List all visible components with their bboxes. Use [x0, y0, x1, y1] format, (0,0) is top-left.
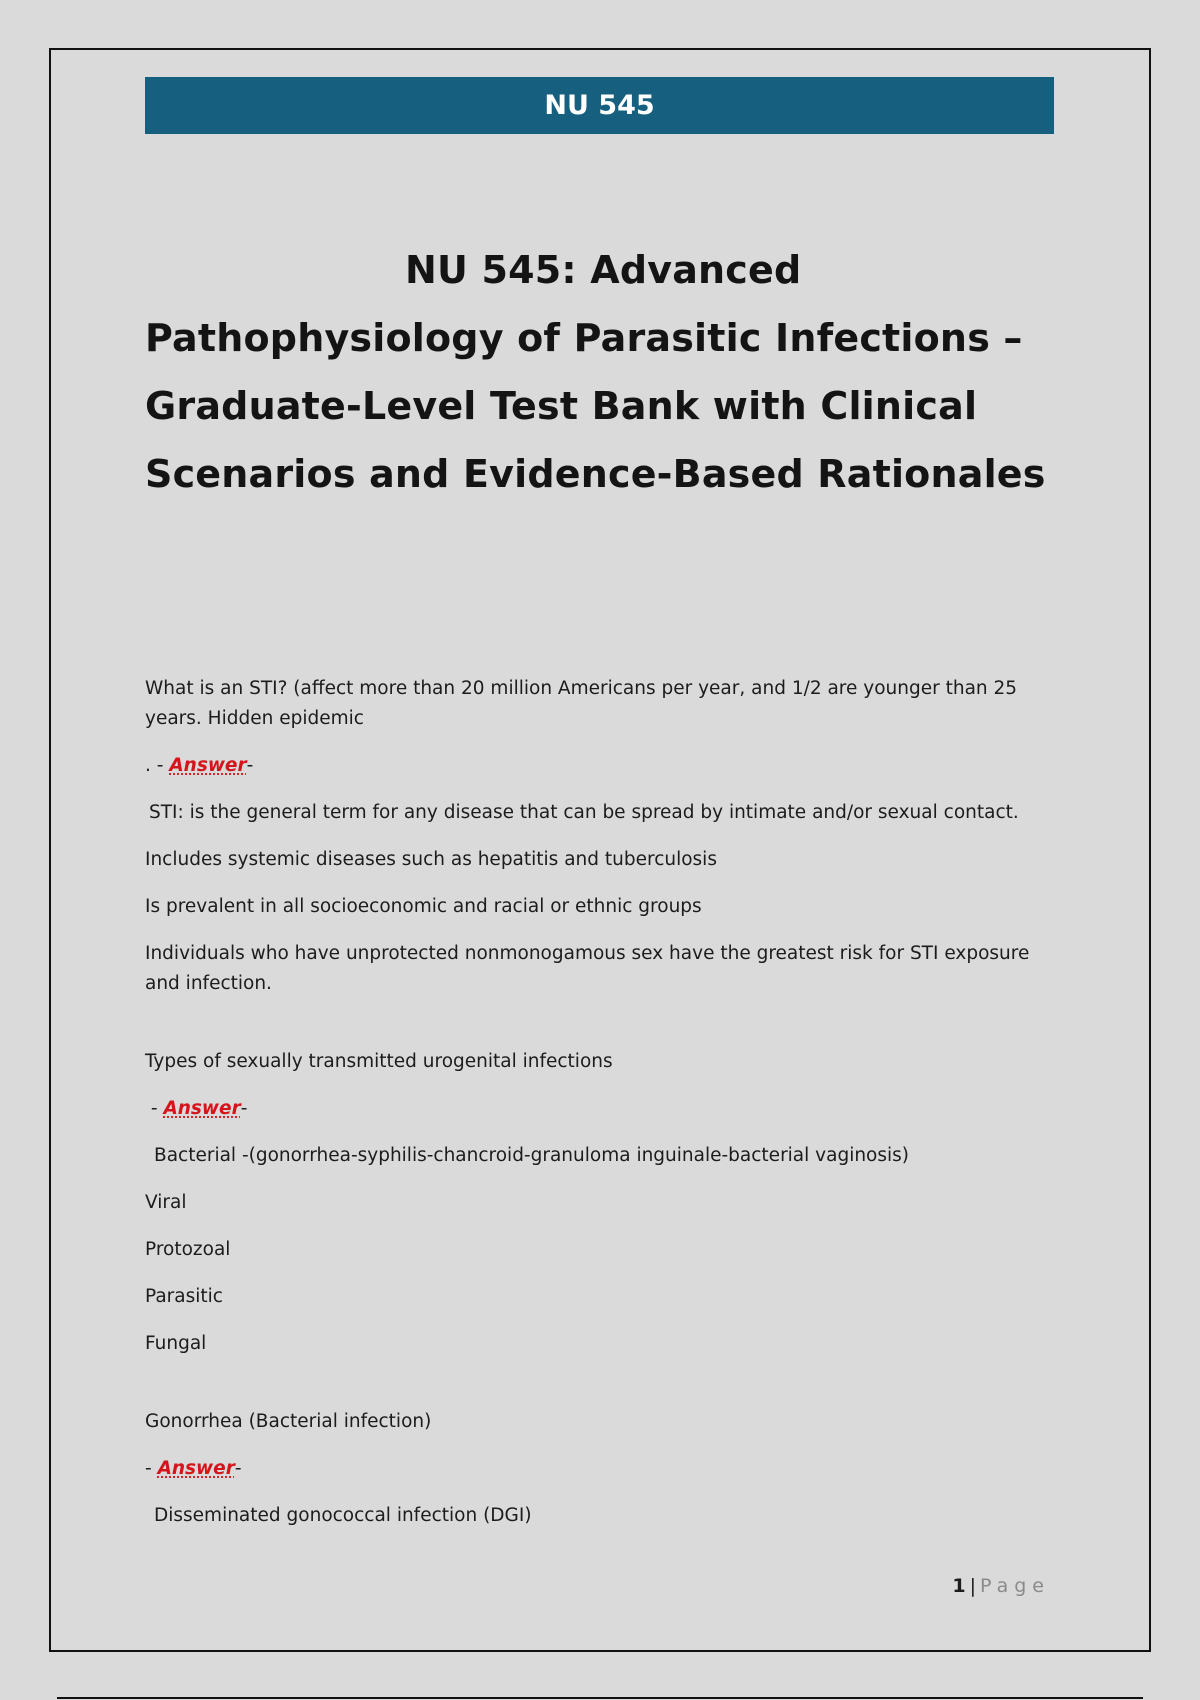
document-title: [145, 236, 1065, 508]
question-2-answer-marker: [145, 1094, 1065, 1124]
answer-prefix: -: [145, 1098, 164, 1119]
header-banner-text: NU 545: [544, 90, 655, 121]
next-page-edge: [57, 1697, 1143, 1699]
question-2-answer-line: Fungal: [145, 1333, 207, 1354]
header-banner: [145, 77, 1054, 134]
question-1-answer-line: STI: is the general term for any disease that can be spread by intimate and/or sexual contact.: [149, 802, 1019, 823]
page-number: 1: [952, 1575, 966, 1597]
title-line-2: Pathophysiology of Parasitic Infections –: [145, 316, 1023, 360]
question-2-answer-line: Viral: [145, 1192, 187, 1213]
question-2-text: Types of sexually transmitted urogenital infections: [145, 1051, 613, 1072]
page-word: Page: [980, 1575, 1050, 1597]
answer-suffix: -: [246, 755, 254, 776]
question-1-answer-marker: [145, 751, 1065, 781]
question-1-text: What is an STI? (affect more than 20 million Americans per year, and 1/2 are younger than 25 years. Hidden epidemic: [145, 678, 1018, 729]
answer-label: Answer: [163, 1098, 241, 1119]
question-3-answer-line: Disseminated gonococcal infection (DGI): [154, 1505, 532, 1526]
page-separator: |: [969, 1575, 976, 1597]
question-3-answer-marker: [145, 1454, 1065, 1484]
question-1-answer-line: Is prevalent in all socioeconomic and racial or ethnic groups: [145, 896, 702, 917]
question-3-text: Gonorrhea (Bacterial infection): [145, 1411, 432, 1432]
page-footer: [952, 1575, 1050, 1597]
question-1-answer-line: Includes systemic diseases such as hepatitis and tuberculosis: [145, 849, 717, 870]
answer-prefix: -: [145, 1458, 158, 1479]
answer-prefix: . -: [145, 755, 170, 776]
title-line-3: Graduate-Level Test Bank with Clinical: [145, 384, 978, 428]
answer-suffix: -: [240, 1098, 248, 1119]
question-2-answer-line: Protozoal: [145, 1239, 231, 1260]
title-line-4: Scenarios and Evidence-Based Rationales: [145, 452, 1046, 496]
answer-label: Answer: [157, 1458, 235, 1479]
question-1-answer-line: Individuals who have unprotected nonmonogamous sex have the greatest risk for STI exposure and infection.: [145, 943, 1030, 994]
test-bank-content: [145, 674, 1065, 1531]
question-2-answer-line: Bacterial -(gonorrhea-syphilis-chancroid-granuloma inguinale-bacterial vaginosis): [154, 1145, 910, 1166]
title-line-1: NU 545: Advanced: [405, 248, 802, 292]
answer-suffix: -: [234, 1458, 242, 1479]
question-2-answer-line: Parasitic: [145, 1286, 223, 1307]
answer-label: Answer: [169, 755, 247, 776]
